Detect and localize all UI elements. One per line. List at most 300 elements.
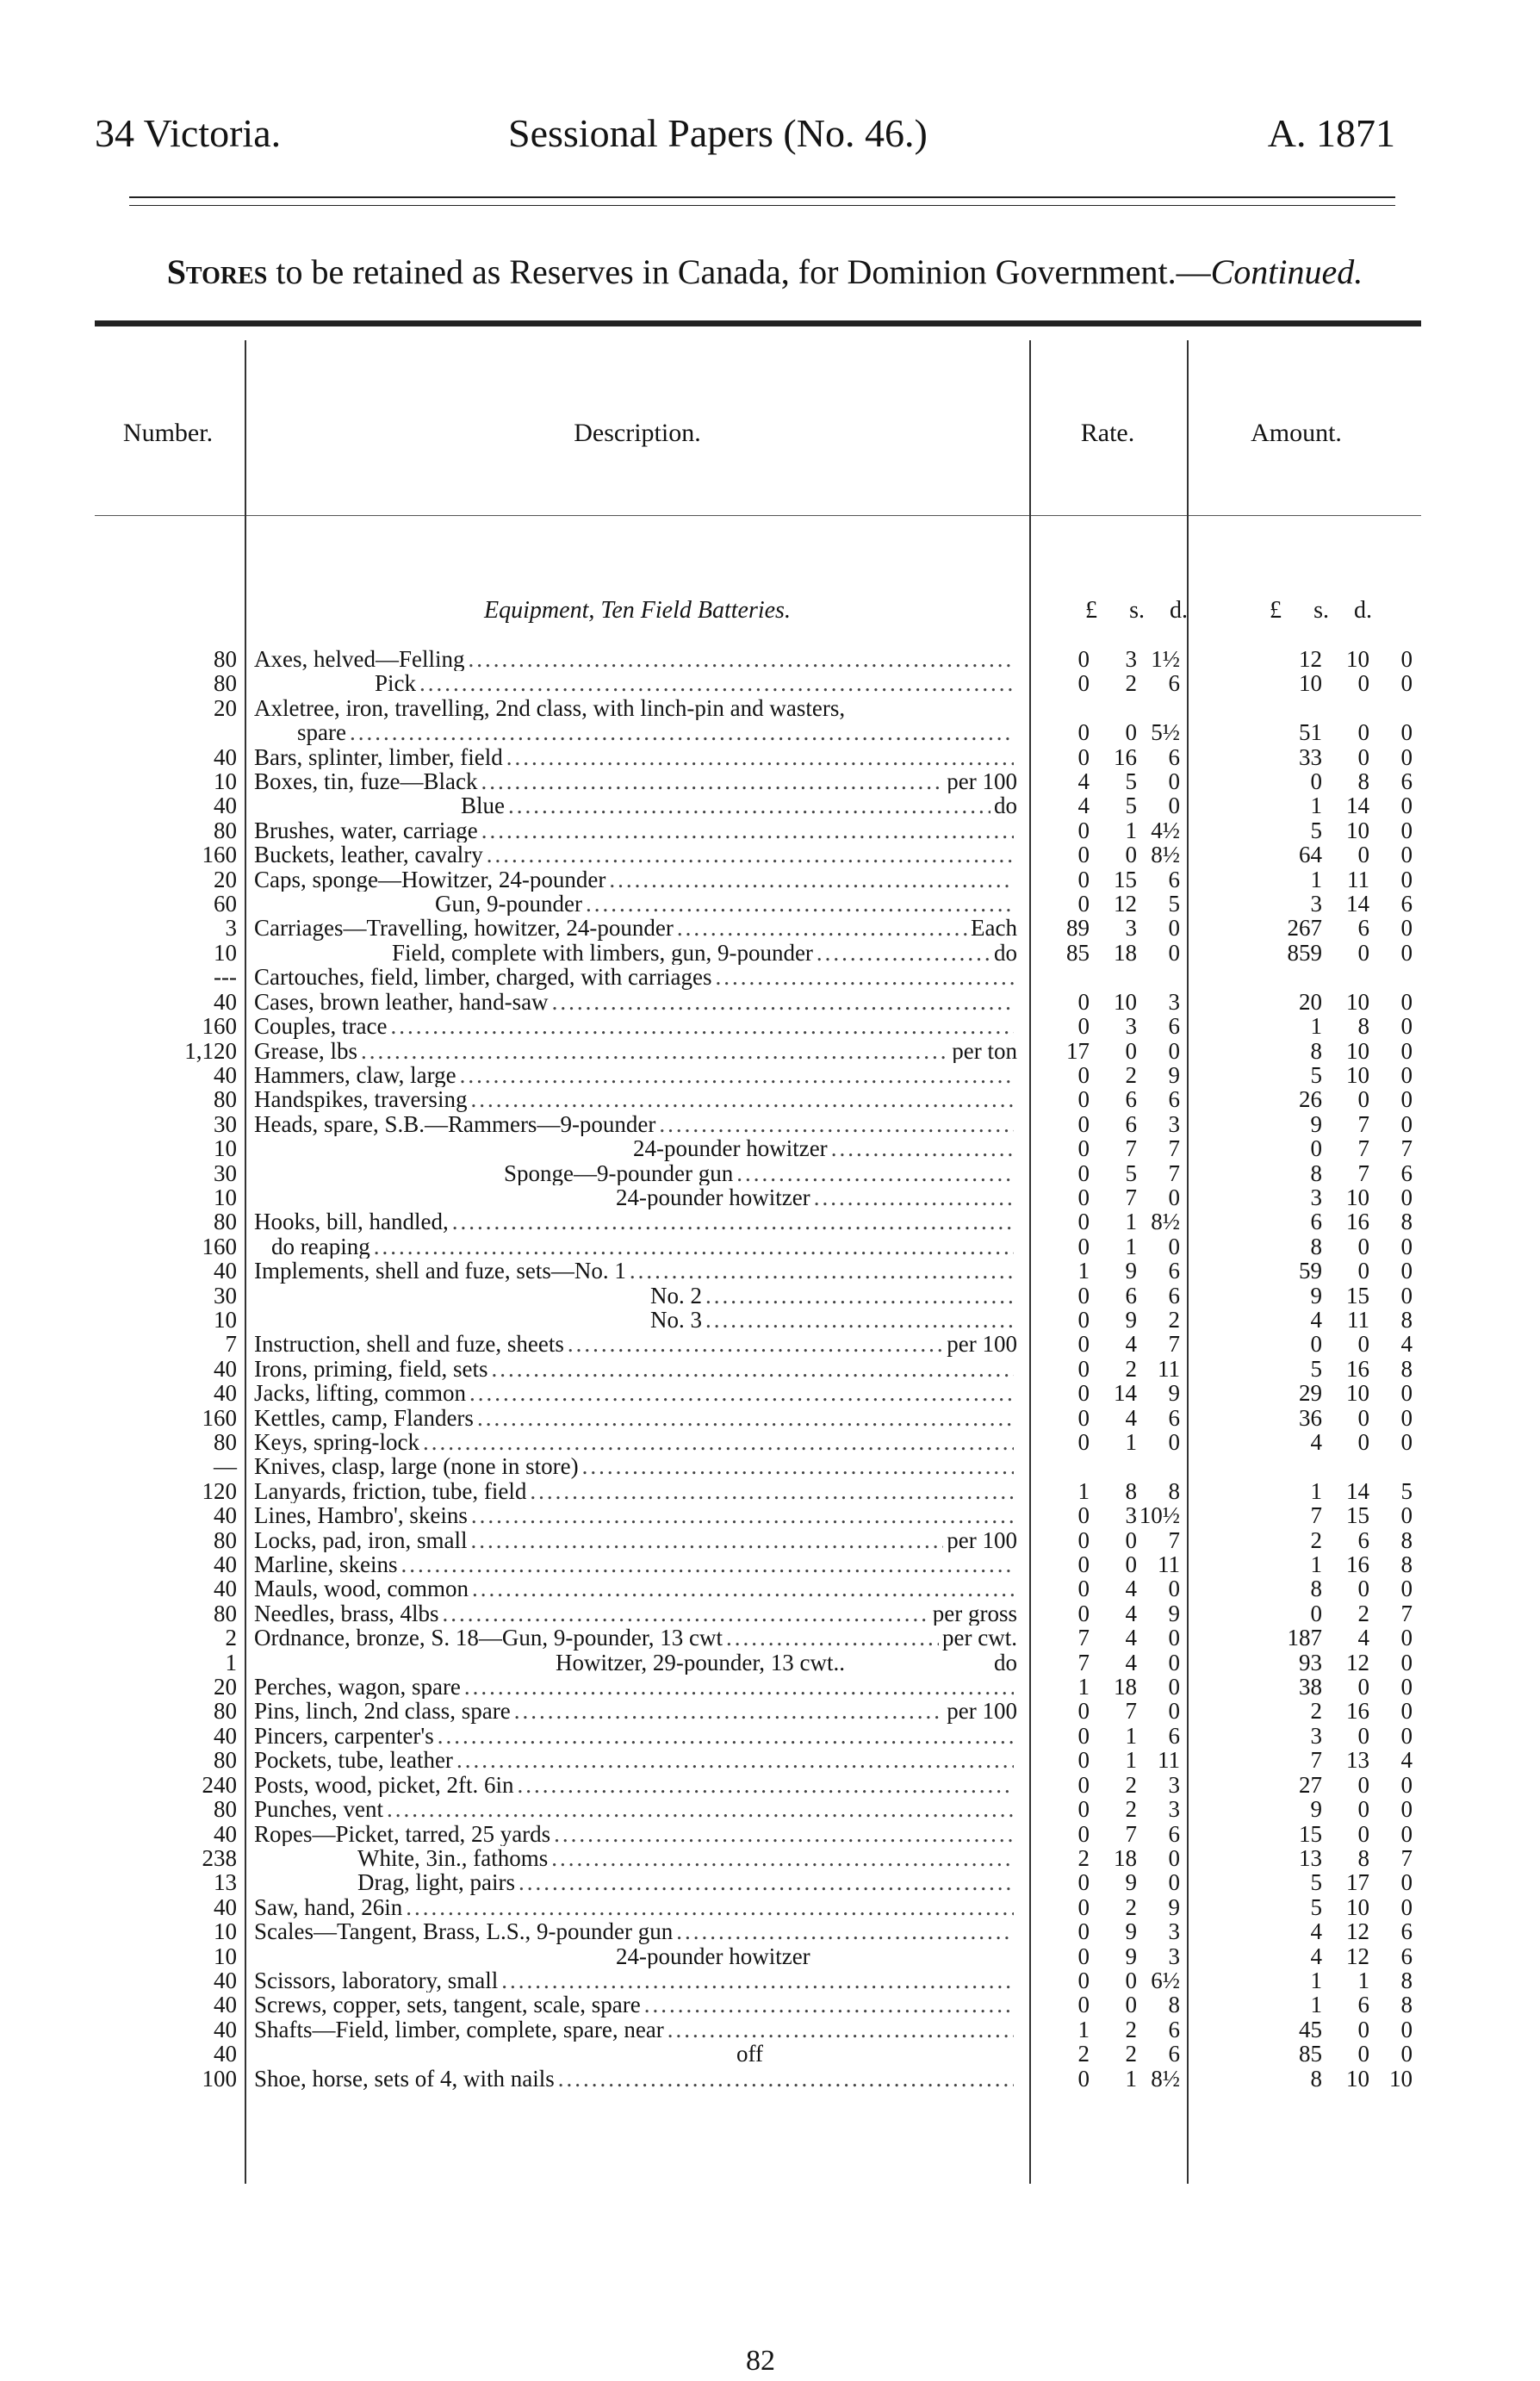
rate-pence: 3 [1168,1797,1180,1822]
row-amount [1229,1651,1430,1675]
amount-pence: 8 [1400,1527,1413,1553]
row-amount [1229,1675,1430,1699]
header-rule-bottom [129,205,1395,206]
row-number: 7 [225,1332,237,1357]
description-text: Scales—Tangent, Brass, L.S., 9-pounder gun [254,1919,674,1944]
rate-shillings: 7 [1125,1699,1137,1724]
rate-pounds: 0 [1077,1552,1090,1577]
rate-pounds: 4 [1077,793,1090,818]
rate-shillings: 5 [1125,793,1137,818]
rate-pence: 9 [1168,1894,1180,1920]
amount-pence: 6 [1400,769,1413,794]
unit-label: per ton [952,1038,1017,1063]
table-row [86,1944,1430,1968]
rate-pounds: 0 [1077,1699,1090,1724]
amount-shillings: 0 [1357,1675,1369,1700]
header-session: 34 Victoria. [95,111,282,155]
rate-pounds: 0 [1077,1870,1090,1895]
rate-pounds: 0 [1077,867,1090,892]
rate-pence: 6 [1168,1405,1180,1430]
row-amount [1229,1209,1430,1234]
rate-pence: 0 [1168,1184,1180,1210]
row-amount [1229,2067,1430,2091]
amount-pence: 0 [1400,1234,1413,1259]
row-number: — [214,1454,237,1479]
dot-leader [468,647,1014,671]
row-amount [1229,769,1430,793]
row-rate [1022,1992,1229,2017]
row-description [245,1503,1022,1527]
amount-pence: 0 [1400,744,1413,770]
rate-pounds: 0 [1077,1576,1090,1601]
amount-pounds: 2 [1310,1699,1322,1724]
dot-leader [551,1846,1014,1870]
description-text: Ropes—Picket, tarred, 25 yards [254,1821,551,1846]
amount-pounds: 64 [1299,842,1322,867]
unit-label: per 100 [947,1699,1017,1724]
section-subheading: Equipment, Ten Field Batteries. [484,597,791,624]
rate-pounds: 1 [1077,1478,1090,1504]
caption-lead: Stores [166,252,268,291]
rate-pounds: 0 [1077,647,1090,672]
amount-shillings: 0 [1357,1405,1369,1430]
rate-shillings: 3 [1125,647,1137,672]
row-description [245,990,1022,1014]
column-header-amount: Amount. [1251,419,1342,447]
table-row [86,1430,1430,1454]
rate-pence: 6 [1168,1283,1180,1308]
amount-pence: 8 [1400,1307,1413,1333]
rate-pounds: 0 [1077,671,1090,696]
row-rate [1022,1332,1229,1356]
row-number: 10 [214,769,237,794]
rate-pence: 6½ [1151,1968,1180,1993]
row-number: 40 [214,1062,237,1088]
amount-pence: 0 [1400,1405,1413,1430]
header-rule-top [129,196,1395,198]
description-text: Field, complete with limbers, gun, 9-pounder [392,940,813,966]
row-description [245,1724,1022,1748]
description-text: Needles, brass, 4lbs [254,1601,439,1626]
row-amount [1229,671,1430,695]
amount-shillings: 0 [1357,2017,1369,2042]
rate-pounds: 0 [1077,744,1090,770]
row-number: 80 [214,1748,237,1773]
row-number: 10 [214,1919,237,1944]
row-rate [1022,1576,1229,1601]
amount-pence: 4 [1400,1748,1413,1773]
amount-pence: 8 [1400,1209,1413,1234]
table-row [86,1797,1430,1821]
row-number: 40 [214,1968,237,1993]
rate-pounds: 0 [1077,1136,1090,1161]
description-text: 24-pounder howitzer [616,1943,810,1968]
rate-shillings: 1 [1125,1209,1137,1234]
description-text: Marline, skeins [254,1552,398,1577]
row-number: 3 [225,916,237,941]
amount-pounds: 0 [1310,1332,1322,1357]
row-number: 30 [214,1111,237,1137]
amount-pence: 0 [1400,1038,1413,1063]
amount-shillings: 11 [1347,867,1369,892]
rate-pounds: 0 [1077,1527,1090,1553]
row-description [245,1895,1022,1919]
dot-leader [831,1136,1014,1160]
row-description [245,1063,1022,1087]
row-description [245,1161,1022,1185]
table-row [86,1259,1430,1283]
row-number: 80 [214,1699,237,1724]
amount-pence: 10 [1389,2066,1413,2091]
dot-leader [374,1234,1014,1259]
rate-pounds: 0 [1077,892,1090,917]
description-text: Mauls, wood, common [254,1576,469,1601]
row-number: 80 [214,817,237,843]
row-description [245,1234,1022,1259]
dot-leader [387,1797,1014,1821]
rate-shillings: 5 [1125,769,1137,794]
rate-pounds: 1 [1077,2017,1090,2042]
rate-pounds: 0 [1077,989,1090,1015]
dot-leader [452,1209,1014,1234]
row-number: 1,120 [184,1038,237,1063]
row-amount [1229,1381,1430,1405]
dot-leader [401,1552,1014,1576]
rate-shillings: 6 [1125,1111,1137,1137]
amount-pounds: 3 [1310,1723,1322,1749]
rate-pounds: 0 [1077,1405,1090,1430]
description-text: off [736,2042,763,2067]
amount-shillings: 10 [1346,1062,1369,1088]
row-amount [1229,1576,1430,1601]
amount-pounds: 0 [1310,769,1322,794]
unit-label: do [994,940,1017,966]
amount-pence: 0 [1400,1821,1413,1846]
amount-pounds: 8 [1310,1234,1322,1259]
rate-shillings: 0 [1125,1552,1137,1577]
amount-pence: 0 [1400,1870,1413,1895]
amount-pounds: 9 [1310,1111,1322,1137]
row-description [245,1454,1022,1478]
row-rate [1022,1479,1229,1503]
dot-leader [705,1308,1014,1332]
table-row [86,1014,1430,1038]
row-description [245,1992,1022,2017]
row-amount [1229,1479,1430,1503]
amount-pounds: 1 [1310,1014,1322,1039]
amount-pounds: 7 [1310,1748,1322,1773]
description-text: Pick [375,671,417,696]
row-rate [1022,1968,1229,1992]
dot-leader [350,720,1014,744]
amount-pounds: 1 [1310,1478,1322,1504]
description-text: Drag, light, pairs [357,1870,515,1895]
row-amount [1229,1332,1430,1356]
rate-pence: 2 [1168,1307,1180,1333]
dot-leader [582,1454,1014,1478]
table-row [86,1503,1430,1527]
unit-label: per gross [932,1601,1017,1626]
row-amount [1229,745,1430,769]
amount-pounds: 5 [1310,1894,1322,1920]
amount-pence: 7 [1400,1136,1413,1161]
row-rate [1022,1234,1229,1259]
unit-label: per 100 [947,1332,1017,1357]
row-rate [1022,818,1229,842]
rate-shillings: 1 [1125,1748,1137,1773]
amount-shillings: 0 [1357,1430,1369,1455]
row-number: 120 [202,1478,237,1504]
header-year: A. 1871 [1267,111,1395,155]
amount-pence: 0 [1400,1283,1413,1308]
row-description [245,2067,1022,2091]
dot-leader [518,1773,1015,1797]
amount-pounds: 45 [1299,2017,1322,2042]
dot-leader [676,1919,1014,1943]
table-row [86,1112,1430,1136]
rate-shillings: 1 [1125,1430,1137,1455]
dot-leader [705,1284,1014,1308]
amount-pounds: 0 [1310,1136,1322,1161]
amount-shillings: 12 [1346,1943,1369,1968]
description-text: Pincers, carpenter's [254,1723,434,1749]
rate-pence: 0 [1168,916,1180,941]
rate-shillings: 7 [1125,1184,1137,1210]
row-description [245,1087,1022,1111]
table-row [86,1992,1430,2017]
amount-shillings: 14 [1346,1478,1369,1504]
amount-pence: 7 [1400,1845,1413,1871]
table-row [86,720,1430,744]
amount-pounds: 2 [1310,1527,1322,1553]
rate-pence: 3 [1168,1919,1180,1944]
dot-leader [472,1576,1014,1601]
table-row [86,1185,1430,1209]
row-rate [1022,1626,1229,1650]
amount-pence: 0 [1400,1503,1413,1528]
row-amount [1229,941,1430,965]
amount-shillings: 0 [1357,1087,1369,1112]
amount-pence: 8 [1400,1356,1413,1382]
dot-leader [668,2017,1014,2042]
rate-shillings: 2 [1125,2017,1137,2042]
table-row [86,2042,1430,2066]
table-row [86,1528,1430,1552]
rate-pounds: 2 [1077,1845,1090,1871]
rate-shillings: 18 [1114,1845,1137,1871]
row-rate [1022,1552,1229,1576]
rate-shillings: 0 [1125,720,1137,745]
rate-pounds: 7 [1077,1650,1090,1675]
description-text: Cartouches, field, limber, charged, with carriages [254,965,712,990]
table-row [86,1381,1430,1405]
column-header-number: Number. [122,419,214,447]
row-amount [1229,1259,1430,1283]
unit-label: do [994,793,1017,818]
amount-pounds: 51 [1299,720,1322,745]
row-amount [1229,1870,1430,1894]
rate-pence: 0 [1168,1234,1180,1259]
dot-leader [481,769,943,793]
description-text: Jacks, lifting, common [254,1381,466,1406]
row-rate [1022,1773,1229,1797]
description-text: 24-pounder howitzer [633,1136,828,1161]
row-description [245,1014,1022,1038]
amount-shillings: 16 [1346,1209,1369,1234]
rate-pence: 8 [1168,1478,1180,1504]
rate-pounds: 0 [1077,1209,1090,1234]
amount-pence: 0 [1400,1576,1413,1601]
rate-shillings: 12 [1114,892,1137,917]
rate-pence: 6 [1168,671,1180,696]
rate-pounds: 17 [1066,1038,1090,1063]
rate-pounds: 0 [1077,1821,1090,1846]
row-description [245,892,1022,916]
dot-leader [477,1406,1014,1430]
row-amount [1229,647,1430,671]
rate-pounds: 0 [1077,1772,1090,1798]
amount-shillings: 10 [1346,989,1369,1015]
rate-shillings: 15 [1114,867,1137,892]
rate-shillings: 3 [1125,1503,1137,1528]
unit-label: do [994,1650,1017,1675]
row-number: 10 [214,1184,237,1210]
rate-pence: 3 [1168,1772,1180,1798]
dot-leader [442,1601,928,1626]
rate-shillings: 2 [1125,1894,1137,1920]
amount-shillings: 0 [1357,671,1369,696]
row-number: 40 [214,2042,237,2067]
amount-pounds: 8 [1310,1160,1322,1185]
row-number: 20 [214,695,237,721]
dot-leader [736,1161,1014,1185]
row-rate [1022,1797,1229,1821]
table-row [86,1357,1430,1381]
dot-leader [558,2067,1014,2091]
row-number: 13 [214,1870,237,1895]
table-row [86,1601,1430,1626]
amount-pounds: 5 [1310,1356,1322,1382]
rate-pence: 0 [1168,1038,1180,1063]
row-amount [1229,1773,1430,1797]
amount-shillings: 2 [1357,1601,1369,1626]
row-amount [1229,1454,1430,1478]
row-amount [1229,1161,1430,1185]
row-description [245,720,1022,744]
amount-pence: 0 [1400,720,1413,745]
row-number: 30 [214,1160,237,1185]
row-number: 40 [214,1381,237,1406]
rate-pounds: 0 [1077,817,1090,843]
row-rate [1022,1259,1229,1283]
rate-pounds: 0 [1077,1797,1090,1822]
rate-pence: 0 [1168,1675,1180,1700]
row-description [245,1773,1022,1797]
row-amount [1229,1601,1430,1626]
row-amount [1229,1087,1430,1111]
dot-leader [568,1332,943,1356]
amount-pence: 0 [1400,793,1413,818]
row-rate [1022,1846,1229,1870]
rate-pounds: 0 [1077,1968,1090,1993]
amount-pounds: 6 [1310,1209,1322,1234]
table-row [86,990,1430,1014]
dot-leader [423,1430,1014,1454]
row-rate [1022,842,1229,867]
dot-leader [514,1699,944,1723]
rate-pence: 0 [1168,1430,1180,1455]
amount-pence: 8 [1400,1552,1413,1577]
row-rate [1022,1748,1229,1772]
rate-shillings: 3 [1125,916,1137,941]
row-description [245,1209,1022,1234]
description-text: Posts, wood, picket, 2ft. 6in [254,1772,514,1798]
rate-pence: 11 [1158,1748,1180,1773]
row-number: 10 [214,1136,237,1161]
rate-shillings: 4 [1125,1601,1137,1626]
row-description [245,647,1022,671]
amount-pounds: 4 [1310,1919,1322,1944]
row-rate [1022,1919,1229,1943]
description-text: Scissors, laboratory, small [254,1968,499,1993]
rate-pence: 0 [1168,1870,1180,1895]
row-description [245,1381,1022,1405]
row-description [245,1675,1022,1699]
row-description [245,1284,1022,1308]
row-description [245,1919,1022,1943]
page-number: 82 [746,2345,775,2377]
row-rate [1022,720,1229,744]
description-text: do reaping [271,1234,370,1259]
amount-shillings: 0 [1357,1234,1369,1259]
row-amount [1229,1014,1430,1038]
rate-pounds: 0 [1077,1723,1090,1749]
amount-pence: 0 [1400,916,1413,941]
table-row [86,1651,1430,1675]
dot-leader [586,892,1014,916]
amount-shillings: 8 [1357,1014,1369,1039]
amount-pence: 0 [1400,1111,1413,1137]
description-text: Gun, 9-pounder [435,892,582,917]
row-rate [1022,867,1229,892]
amount-shillings: 14 [1346,793,1369,818]
rate-shillings: 0 [1125,1968,1137,1993]
amount-pence: 8 [1400,1992,1413,2017]
row-amount [1229,1063,1430,1087]
dot-leader [361,1039,948,1063]
table-row [86,647,1430,671]
row-description [245,842,1022,867]
table-row [86,1748,1430,1772]
rate-shillings: 9 [1125,1307,1137,1333]
row-amount [1229,1846,1430,1870]
row-number: 240 [202,1772,237,1798]
row-description [245,1822,1022,1846]
table-row [86,892,1430,916]
row-number: 40 [214,1723,237,1749]
amount-pence: 0 [1400,1699,1413,1724]
table-header-rule [95,515,1421,516]
dot-leader [456,1748,1014,1772]
row-number: 10 [214,1307,237,1333]
rate-shillings: 10 [1114,989,1137,1015]
rate-pounds: 0 [1077,1601,1090,1626]
amount-pounds: 5 [1310,817,1322,843]
description-text: Lines, Hambro', skeins [254,1503,468,1528]
row-rate [1022,1454,1229,1478]
rate-shillings: 6 [1125,1283,1137,1308]
amount-pounds: 36 [1299,1405,1322,1430]
